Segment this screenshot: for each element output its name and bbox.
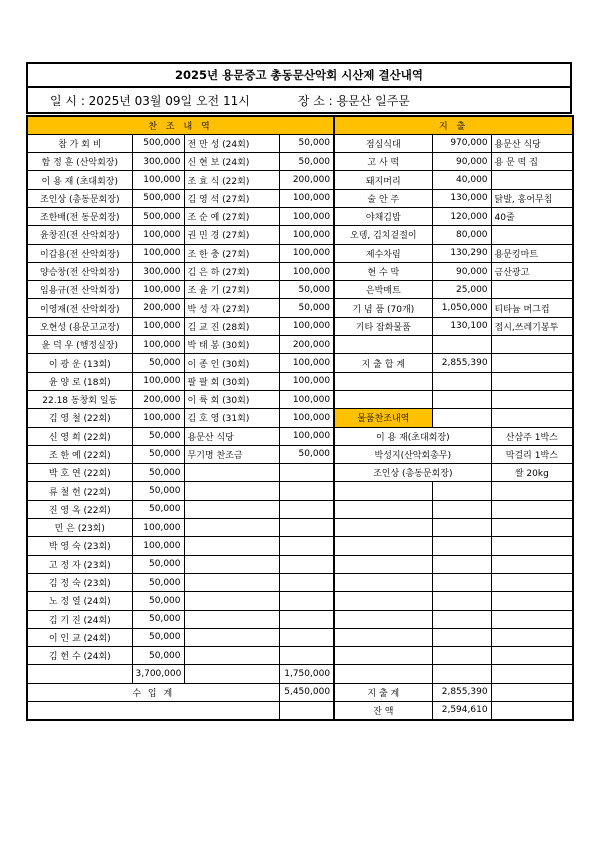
table-row — [27, 555, 573, 573]
expense-item: 제수차림 — [334, 244, 432, 262]
table-row — [27, 537, 573, 555]
donor-name: 조 순 예 (27회) — [184, 207, 279, 225]
donor-amount: 100,000 — [132, 372, 184, 390]
table-row — [27, 445, 573, 463]
donor-name: 조 효 식 (22회) — [184, 171, 279, 189]
donor-name: 용문산 식당 — [184, 427, 279, 445]
donor-amount: 100,000 — [132, 336, 184, 354]
empty-cell — [334, 519, 432, 537]
table-row — [27, 482, 573, 500]
donor-name: 김 헌 수 (24회) — [27, 647, 132, 665]
goods-item: 쌀 20kg — [491, 464, 573, 482]
donor-amount: 50,000 — [279, 299, 334, 317]
page-title: 2025년 용문중고 총동문산악회 시산제 결산내역 — [26, 62, 572, 88]
donor-name: 조 윤 기 (27회) — [184, 281, 279, 299]
expense-item: 현 수 막 — [334, 262, 432, 280]
expense-item: 야채김밥 — [334, 207, 432, 225]
donor-name: 임용규(전 산악회장) — [27, 281, 132, 299]
donor-amount: 100,000 — [132, 281, 184, 299]
donor-amount: 50,000 — [132, 555, 184, 573]
empty-cell — [491, 647, 573, 665]
event-date: 일 시 : 2025년 03월 09일 오전 11시 — [50, 93, 250, 108]
donor-amount: 100,000 — [279, 189, 334, 207]
donor-amount: 50,000 — [279, 281, 334, 299]
donor-amount: 50,000 — [132, 427, 184, 445]
donor-amount: 100,000 — [279, 226, 334, 244]
donor-name: 조 한 충 (27회) — [184, 244, 279, 262]
donor-amount — [279, 500, 334, 518]
donor-name — [184, 628, 279, 646]
empty-cell — [334, 647, 432, 665]
donor-amount: 50,000 — [279, 153, 334, 171]
empty-cell — [491, 354, 573, 372]
donor-name: 이 륙 회 (30회) — [184, 390, 279, 408]
donor-amount: 50,000 — [132, 647, 184, 665]
donor-name: 조한배(전 동문회장) — [27, 207, 132, 225]
donor-amount: 100,000 — [279, 390, 334, 408]
donor-name: 김 정 숙 (23회) — [27, 573, 132, 591]
expense-note: 용문킹마트 — [491, 244, 573, 262]
balance-row — [27, 702, 573, 720]
table-row — [27, 519, 573, 537]
event-place: 장 소 : 용문산 일주문 — [297, 93, 410, 108]
donor-name: 무기명 찬조금 — [184, 445, 279, 463]
donor-name: 김 은 하 (27회) — [184, 262, 279, 280]
table-row — [27, 354, 573, 372]
empty-cell — [432, 628, 491, 646]
table-row — [27, 409, 573, 427]
table-row — [27, 427, 573, 445]
donor-name: 노 정 열 (24회) — [27, 592, 132, 610]
donor-name — [184, 592, 279, 610]
goods-item: 막걸리 1박스 — [491, 445, 573, 463]
donor-name — [184, 647, 279, 665]
expense-amount: 40,000 — [432, 171, 491, 189]
donor-amount — [279, 482, 334, 500]
empty-cell — [334, 628, 432, 646]
donor-amount: 300,000 — [132, 153, 184, 171]
table-row — [27, 573, 573, 591]
expense-note: 닭발, 홍어무침 — [491, 189, 573, 207]
table-row — [27, 464, 573, 482]
donor-amount: 50,000 — [132, 500, 184, 518]
donor-name: 신 영 희 (22회) — [27, 427, 132, 445]
donor-name: 이갑용(전 산악회장) — [27, 244, 132, 262]
donor-amount: 50,000 — [132, 592, 184, 610]
expense-amount: 25,000 — [432, 281, 491, 299]
expense-note — [491, 281, 573, 299]
expense-note: 용문산 식당 — [491, 134, 573, 152]
table-row — [27, 317, 573, 335]
empty-cell — [491, 628, 573, 646]
donor-name: 이 용 재 (초대회장) — [27, 171, 132, 189]
table-row — [27, 262, 573, 280]
empty-cell — [432, 610, 491, 628]
empty-cell — [334, 336, 432, 354]
donor-name: 박 성 자 (27회) — [184, 299, 279, 317]
empty-cell — [432, 647, 491, 665]
empty-cell — [334, 372, 432, 390]
subtotal-row — [27, 665, 573, 683]
donor-name: 이 인 교 (24회) — [27, 628, 132, 646]
empty-cell — [334, 592, 432, 610]
donor-name: 박 호 연 (22회) — [27, 464, 132, 482]
expense-note: 금산광고 — [491, 262, 573, 280]
expense-note: 용 문 떡 집 — [491, 153, 573, 171]
empty-cell — [491, 537, 573, 555]
donor-name — [184, 573, 279, 591]
expense-item: 기타 잡화물품 — [334, 317, 432, 335]
empty-cell — [432, 336, 491, 354]
table-row — [27, 244, 573, 262]
expense-item: 돼지머리 — [334, 171, 432, 189]
expense-amount: 90,000 — [432, 153, 491, 171]
goods-item: 산삼주 1박스 — [491, 427, 573, 445]
goods-donor: 이 용 재(초대회장) — [334, 427, 491, 445]
donor-name: 김 영 철 (22회) — [27, 409, 132, 427]
table-row — [27, 299, 573, 317]
income-label: 수 입 계 — [27, 683, 279, 701]
expense-amount: 90,000 — [432, 262, 491, 280]
empty-cell — [334, 610, 432, 628]
donor-amount: 100,000 — [279, 427, 334, 445]
empty-cell — [432, 500, 491, 518]
donor-amount: 100,000 — [279, 207, 334, 225]
balance-value: 2,594,610 — [432, 702, 491, 720]
donor-name — [184, 482, 279, 500]
donor-amount — [279, 647, 334, 665]
donor-amount: 50,000 — [132, 464, 184, 482]
donor-name: 고 정 자 (23회) — [27, 555, 132, 573]
table-row — [27, 153, 573, 171]
empty-cell — [491, 573, 573, 591]
donor-amount: 200,000 — [279, 336, 334, 354]
empty-cell — [432, 519, 491, 537]
expense-note: 티타늄 머그컵 — [491, 299, 573, 317]
donor-amount: 50,000 — [132, 445, 184, 463]
donor-name: 김 호 영 (31회) — [184, 409, 279, 427]
empty-cell — [432, 592, 491, 610]
empty-cell — [184, 665, 279, 683]
income-row — [27, 683, 573, 701]
expense-amount: 130,100 — [432, 317, 491, 335]
subtotal-col2: 1,750,000 — [279, 665, 334, 683]
table-row — [27, 592, 573, 610]
donor-name: 전 만 성 (24회) — [184, 134, 279, 152]
donor-name: 민 은 (23회) — [27, 519, 132, 537]
empty-cell — [334, 665, 432, 683]
donor-name — [184, 500, 279, 518]
donor-amount — [279, 555, 334, 573]
donor-amount: 50,000 — [279, 134, 334, 152]
expense-total-value: 2,855,390 — [432, 354, 491, 372]
donor-name: 박 태 봉 (30회) — [184, 336, 279, 354]
empty-cell — [334, 500, 432, 518]
donor-name: 권 민 경 (27회) — [184, 226, 279, 244]
expense-item: 점심식대 — [334, 134, 432, 152]
table-row — [27, 500, 573, 518]
empty-cell — [491, 482, 573, 500]
donor-name: 조 한 예 (22회) — [27, 445, 132, 463]
empty-cell — [432, 555, 491, 573]
donor-name — [184, 555, 279, 573]
donor-amount: 100,000 — [132, 226, 184, 244]
expense-item: 고 사 떡 — [334, 153, 432, 171]
spend-sum-value: 2,855,390 — [432, 683, 491, 701]
donor-amount — [279, 628, 334, 646]
donor-amount: 50,000 — [132, 628, 184, 646]
donor-name: 이 종 인 (30회) — [184, 354, 279, 372]
donor-amount: 100,000 — [279, 262, 334, 280]
empty-cell — [491, 390, 573, 408]
donor-name — [184, 519, 279, 537]
donor-name: 박 영 숙 (23회) — [27, 537, 132, 555]
empty-cell — [491, 409, 573, 427]
empty-cell — [432, 665, 491, 683]
donor-amount — [279, 464, 334, 482]
donor-amount — [279, 537, 334, 555]
table-row — [27, 390, 573, 408]
expense-amount: 80,000 — [432, 226, 491, 244]
donor-name: 양승창(전 산악회장) — [27, 262, 132, 280]
expense-total-label: 지 출 합 계 — [334, 354, 432, 372]
goods-donor: 박성지(산악회총무) — [334, 445, 491, 463]
expense-item: 술 안 주 — [334, 189, 432, 207]
expense-amount: 130,290 — [432, 244, 491, 262]
empty-cell — [27, 665, 132, 683]
donor-amount: 200,000 — [132, 390, 184, 408]
table-row — [27, 647, 573, 665]
table-row — [27, 610, 573, 628]
table-row — [27, 189, 573, 207]
goods-donor: 조인상 (총동문회장) — [334, 464, 491, 482]
donor-name: 윤 덕 우 (행정실장) — [27, 336, 132, 354]
expense-item: 은박매트 — [334, 281, 432, 299]
donor-name: 오현성 (용문고교장) — [27, 317, 132, 335]
donor-name: 김 교 진 (28회) — [184, 317, 279, 335]
table-row — [27, 336, 573, 354]
table-row — [27, 628, 573, 646]
table-row — [27, 281, 573, 299]
donor-amount: 50,000 — [132, 482, 184, 500]
empty-cell — [432, 482, 491, 500]
expenses-header: 지 출 — [334, 116, 573, 134]
donor-name — [184, 537, 279, 555]
donor-name: 진 영 옥 (22회) — [27, 500, 132, 518]
donor-amount: 50,000 — [279, 445, 334, 463]
donor-amount: 500,000 — [132, 189, 184, 207]
donor-name: 이 광 운 (13회) — [27, 354, 132, 372]
empty-cell — [491, 500, 573, 518]
donor-amount: 100,000 — [279, 354, 334, 372]
donor-amount: 300,000 — [132, 262, 184, 280]
donor-amount: 100,000 — [279, 244, 334, 262]
empty-cell — [491, 555, 573, 573]
donor-amount: 100,000 — [279, 409, 334, 427]
expense-amount: 120,000 — [432, 207, 491, 225]
empty-cell — [334, 537, 432, 555]
empty-cell — [432, 573, 491, 591]
empty-cell — [491, 610, 573, 628]
donor-name: 류 철 헌 (22회) — [27, 482, 132, 500]
empty-cell — [334, 573, 432, 591]
goods-header: 물품찬조내역 — [334, 409, 432, 427]
balance-label: 잔 액 — [334, 702, 432, 720]
donor-amount: 500,000 — [132, 207, 184, 225]
donor-amount: 50,000 — [132, 610, 184, 628]
empty-cell — [491, 702, 573, 720]
expense-amount: 130,000 — [432, 189, 491, 207]
donor-amount: 200,000 — [132, 299, 184, 317]
donor-amount: 100,000 — [279, 317, 334, 335]
empty-cell — [279, 702, 334, 720]
donor-name: 윤창진(전 산악회장) — [27, 226, 132, 244]
table-row — [27, 134, 573, 152]
donor-amount: 200,000 — [279, 171, 334, 189]
donor-amount — [279, 519, 334, 537]
empty-cell — [432, 390, 491, 408]
settlement-table — [26, 115, 574, 721]
donor-name — [184, 610, 279, 628]
donor-amount: 50,000 — [132, 573, 184, 591]
donor-amount: 100,000 — [132, 171, 184, 189]
donor-amount: 100,000 — [132, 317, 184, 335]
expense-amount: 1,050,000 — [432, 299, 491, 317]
donor-name: 윤 양 로 (18회) — [27, 372, 132, 390]
spend-sum-label: 지 출 계 — [334, 683, 432, 701]
donor-name: 22.18 동창회 일동 — [27, 390, 132, 408]
expense-note — [491, 226, 573, 244]
donor-amount: 100,000 — [132, 244, 184, 262]
empty-cell — [491, 519, 573, 537]
expense-note: 40줄 — [491, 207, 573, 225]
table-row — [27, 226, 573, 244]
donor-name: 팔 팔 회 (30회) — [184, 372, 279, 390]
donor-name: 조인상 (총동문회장) — [27, 189, 132, 207]
empty-cell — [334, 482, 432, 500]
donations-header: 찬 조 내 역 — [27, 116, 334, 134]
donor-amount: 100,000 — [132, 409, 184, 427]
donor-name: 참 가 회 비 — [27, 134, 132, 152]
empty-cell — [334, 555, 432, 573]
empty-cell — [491, 592, 573, 610]
empty-cell — [491, 372, 573, 390]
event-info — [26, 88, 572, 114]
empty-cell — [491, 665, 573, 683]
subtotal-col1: 3,700,000 — [132, 665, 184, 683]
donor-amount: 100,000 — [132, 519, 184, 537]
settlement-sheet — [26, 62, 572, 721]
expense-item: 기 념 품 (70개) — [334, 299, 432, 317]
table-row — [27, 207, 573, 225]
donor-amount: 500,000 — [132, 134, 184, 152]
income-value: 5,450,000 — [279, 683, 334, 701]
table-row — [27, 171, 573, 189]
expense-amount: 970,000 — [432, 134, 491, 152]
empty-cell — [491, 336, 573, 354]
expense-item: 오뎅, 김치겉절이 — [334, 226, 432, 244]
donor-name: 신 현 보 (24회) — [184, 153, 279, 171]
donor-name: 이영재(전 산악회장) — [27, 299, 132, 317]
empty-cell — [432, 409, 491, 427]
expense-note: 접시,쓰레기봉투 — [491, 317, 573, 335]
empty-cell — [27, 702, 279, 720]
expense-note — [491, 171, 573, 189]
donor-name: 김 영 석 (27회) — [184, 189, 279, 207]
empty-cell — [432, 537, 491, 555]
donor-name: 함 정 훈 (산악회장) — [27, 153, 132, 171]
donor-amount — [279, 592, 334, 610]
donor-name: 김 기 진 (24회) — [27, 610, 132, 628]
empty-cell — [432, 372, 491, 390]
table-row — [27, 372, 573, 390]
donor-amount: 50,000 — [132, 354, 184, 372]
empty-cell — [334, 390, 432, 408]
donor-name — [184, 464, 279, 482]
donor-amount — [279, 610, 334, 628]
empty-cell — [491, 683, 573, 701]
donor-amount: 100,000 — [132, 537, 184, 555]
donor-amount: 100,000 — [279, 372, 334, 390]
donor-amount — [279, 573, 334, 591]
